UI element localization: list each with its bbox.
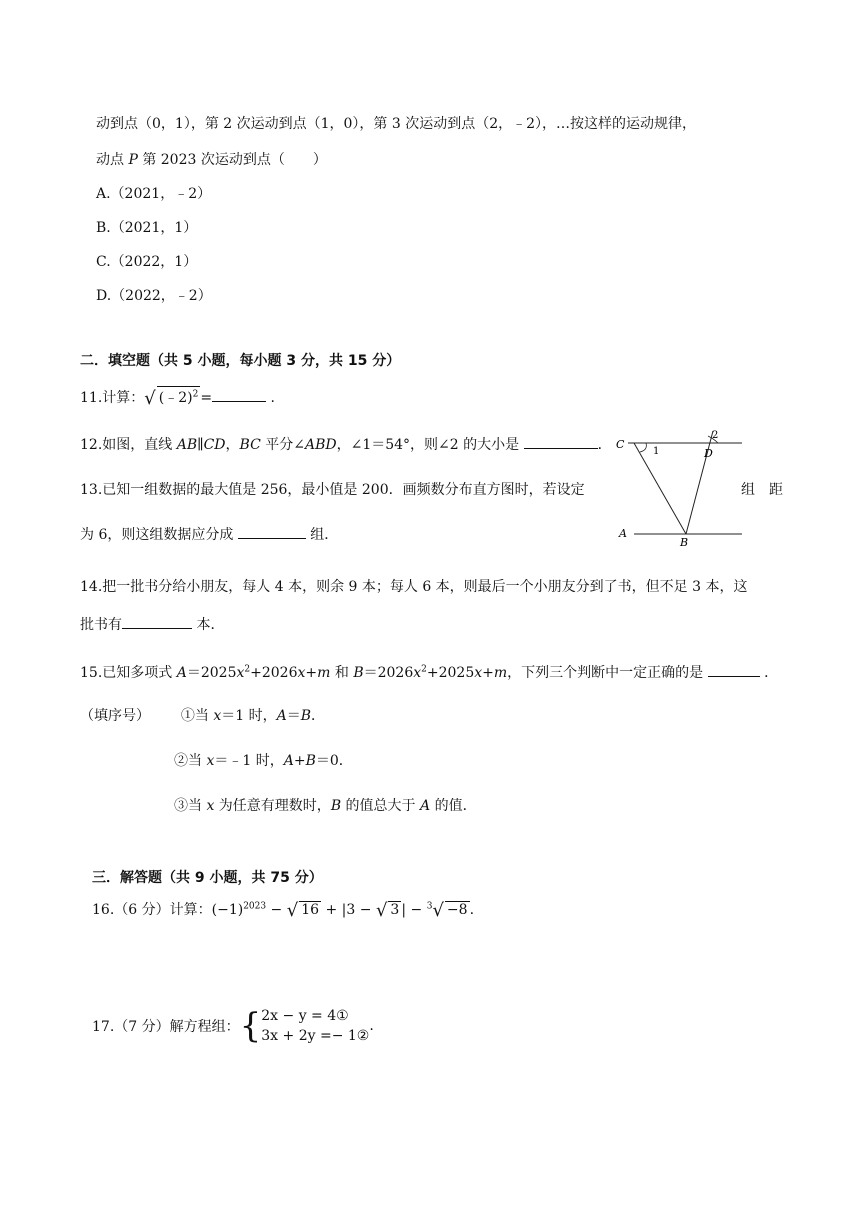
end: . bbox=[369, 1018, 374, 1034]
var: B bbox=[305, 753, 316, 769]
t: ． bbox=[311, 708, 326, 724]
q17 bbox=[92, 1006, 374, 1046]
q15-judgement-2 bbox=[174, 750, 353, 770]
var: ABD bbox=[304, 437, 337, 453]
option-d[interactable]: D.（2022，﹣2） bbox=[96, 288, 212, 304]
angle-1-arc bbox=[640, 443, 646, 452]
var: A bbox=[176, 665, 187, 681]
t: ②当 bbox=[174, 753, 207, 769]
t: ＝1 时， bbox=[221, 708, 277, 724]
radicand: 16 bbox=[301, 902, 320, 918]
equation-1: 2x − y = 4① bbox=[261, 1008, 349, 1024]
var: B bbox=[300, 708, 312, 724]
section-title: 二．填空题（共 5 小题，每小题 3 分，共 15 分） bbox=[80, 353, 401, 369]
label-a: A bbox=[619, 527, 627, 540]
var: A bbox=[276, 708, 287, 724]
label-2: 2 bbox=[712, 430, 719, 441]
exponent: 2 bbox=[192, 389, 199, 400]
t: ＝2025 bbox=[186, 665, 237, 681]
q10-line2 bbox=[96, 149, 327, 169]
var: BC bbox=[239, 437, 261, 453]
t: 平分∠ bbox=[260, 437, 305, 453]
var: x bbox=[236, 665, 245, 681]
radicand: 3 bbox=[390, 902, 400, 918]
end: . bbox=[469, 902, 475, 918]
exp: 2023 bbox=[243, 901, 267, 912]
t: ， bbox=[225, 437, 240, 453]
sqrt-sign: √ bbox=[432, 900, 444, 921]
label-c: C bbox=[616, 438, 625, 451]
q10-line1: 动到点（0，1），第 2 次运动到点（1，0），第 3 次运动到点（2，﹣2），…按这样的运动规律， bbox=[96, 116, 697, 132]
t: ③当 bbox=[174, 798, 207, 814]
label-1: 1 bbox=[653, 446, 660, 457]
equation-system bbox=[261, 1006, 369, 1046]
t: (−1) bbox=[211, 902, 244, 918]
root-index: 3 bbox=[426, 901, 433, 912]
var: x bbox=[297, 665, 306, 681]
q11-label: 11.计算： bbox=[80, 390, 145, 406]
var: AB bbox=[176, 437, 198, 453]
var: x bbox=[413, 665, 422, 681]
t: 16.（6 分）计算： bbox=[92, 902, 212, 918]
t: ＝0． bbox=[315, 753, 353, 769]
var: B bbox=[353, 665, 364, 681]
t: 15.已知多项式 bbox=[80, 665, 177, 681]
q13-line2 bbox=[80, 524, 338, 544]
answer-blank[interactable] bbox=[708, 662, 760, 677]
q13-tail: 组 距 bbox=[741, 482, 783, 498]
t: +2026 bbox=[250, 665, 298, 681]
eq: = bbox=[200, 390, 213, 406]
sqrt-sign: √ bbox=[144, 388, 156, 409]
t: ①当 bbox=[180, 708, 214, 724]
expr: (﹣2) bbox=[158, 390, 193, 406]
sqrt-sign: √ bbox=[375, 900, 388, 921]
t: ∥ bbox=[197, 437, 204, 453]
t: + bbox=[293, 753, 306, 769]
q12 bbox=[80, 434, 612, 454]
t: + |3 − bbox=[321, 902, 376, 918]
section-title: 三．解答题（共 9 小题，共 75 分） bbox=[92, 870, 323, 886]
line-cb bbox=[634, 443, 686, 534]
sqrt-sign: √ bbox=[286, 900, 299, 921]
t: 12.如图，直线 bbox=[80, 437, 177, 453]
q13-line1: 13.已知一组数据的最大值是 256，最小值是 200．画频数分布直方图时，若设定 bbox=[80, 482, 585, 498]
end: ． bbox=[759, 665, 779, 681]
exp: 2 bbox=[244, 664, 251, 675]
option-b[interactable]: B.（2021，1） bbox=[96, 220, 198, 236]
geometry-figure bbox=[612, 428, 762, 553]
brace: { bbox=[239, 1006, 262, 1046]
t: （填序号） bbox=[80, 708, 150, 724]
t: +2025 bbox=[426, 665, 475, 681]
var: +m bbox=[482, 665, 508, 681]
t: 为 6，则这组数据应分成 bbox=[80, 527, 238, 543]
t: 为任意有理数时， bbox=[214, 798, 331, 814]
var: +m bbox=[305, 665, 331, 681]
var: A bbox=[420, 798, 431, 814]
var: x bbox=[474, 665, 483, 681]
q16 bbox=[92, 899, 474, 921]
t: 和 bbox=[330, 665, 354, 681]
answer-blank[interactable] bbox=[212, 387, 266, 402]
t: 的值总大于 bbox=[341, 798, 421, 814]
t: − bbox=[266, 902, 287, 918]
var: B bbox=[330, 798, 342, 814]
radicand bbox=[157, 386, 201, 407]
var: CD bbox=[203, 437, 226, 453]
q15-judgement-3 bbox=[174, 795, 477, 815]
answer-blank[interactable] bbox=[238, 524, 306, 539]
label-d: D bbox=[704, 447, 713, 460]
radicand: −8 bbox=[446, 902, 468, 918]
q10-text: 第 2023 次运动到点（ ） bbox=[137, 152, 327, 168]
t: ，∠1＝54°，则∠2 的大小是 bbox=[336, 437, 524, 453]
option-a[interactable]: A.（2021，﹣2） bbox=[96, 186, 212, 202]
q14-line2 bbox=[80, 614, 224, 634]
t: 组． bbox=[305, 527, 339, 543]
var: x bbox=[206, 798, 215, 814]
answer-blank[interactable] bbox=[122, 614, 192, 629]
t: | − bbox=[401, 902, 427, 918]
t: 批书有 bbox=[80, 617, 122, 633]
var-p: P bbox=[128, 152, 138, 168]
q14-line1: 14.把一批书分给小朋友，每人 4 本，则余 9 本；每人 6 本，则最后一个小朋友分到了书，但不足 3 本，这 bbox=[80, 579, 748, 595]
equation-2: 3x + 2y =− 1② bbox=[261, 1028, 370, 1044]
answer-blank[interactable] bbox=[524, 434, 598, 449]
t: ＝2026 bbox=[363, 665, 414, 681]
exp: 2 bbox=[421, 664, 427, 675]
q15-note bbox=[80, 705, 325, 725]
q15-line1 bbox=[80, 662, 778, 682]
t: 17.（7 分）解方程组： bbox=[92, 1019, 240, 1035]
t: 本． bbox=[192, 617, 225, 633]
var: x bbox=[206, 753, 215, 769]
t: 的值． bbox=[430, 798, 477, 814]
t: ＝ bbox=[286, 708, 301, 724]
var: x bbox=[213, 708, 222, 724]
option-c[interactable]: C.（2022，1） bbox=[96, 254, 198, 270]
label-b: B bbox=[680, 536, 689, 549]
end: ． bbox=[597, 437, 612, 453]
end: . bbox=[266, 390, 275, 406]
t: ＝﹣1 时， bbox=[214, 753, 284, 769]
t: ，下列三个判断中一定正确的是 bbox=[507, 665, 708, 681]
q10-text: 动点 bbox=[96, 152, 129, 168]
q11 bbox=[80, 386, 275, 409]
var: A bbox=[283, 753, 294, 769]
